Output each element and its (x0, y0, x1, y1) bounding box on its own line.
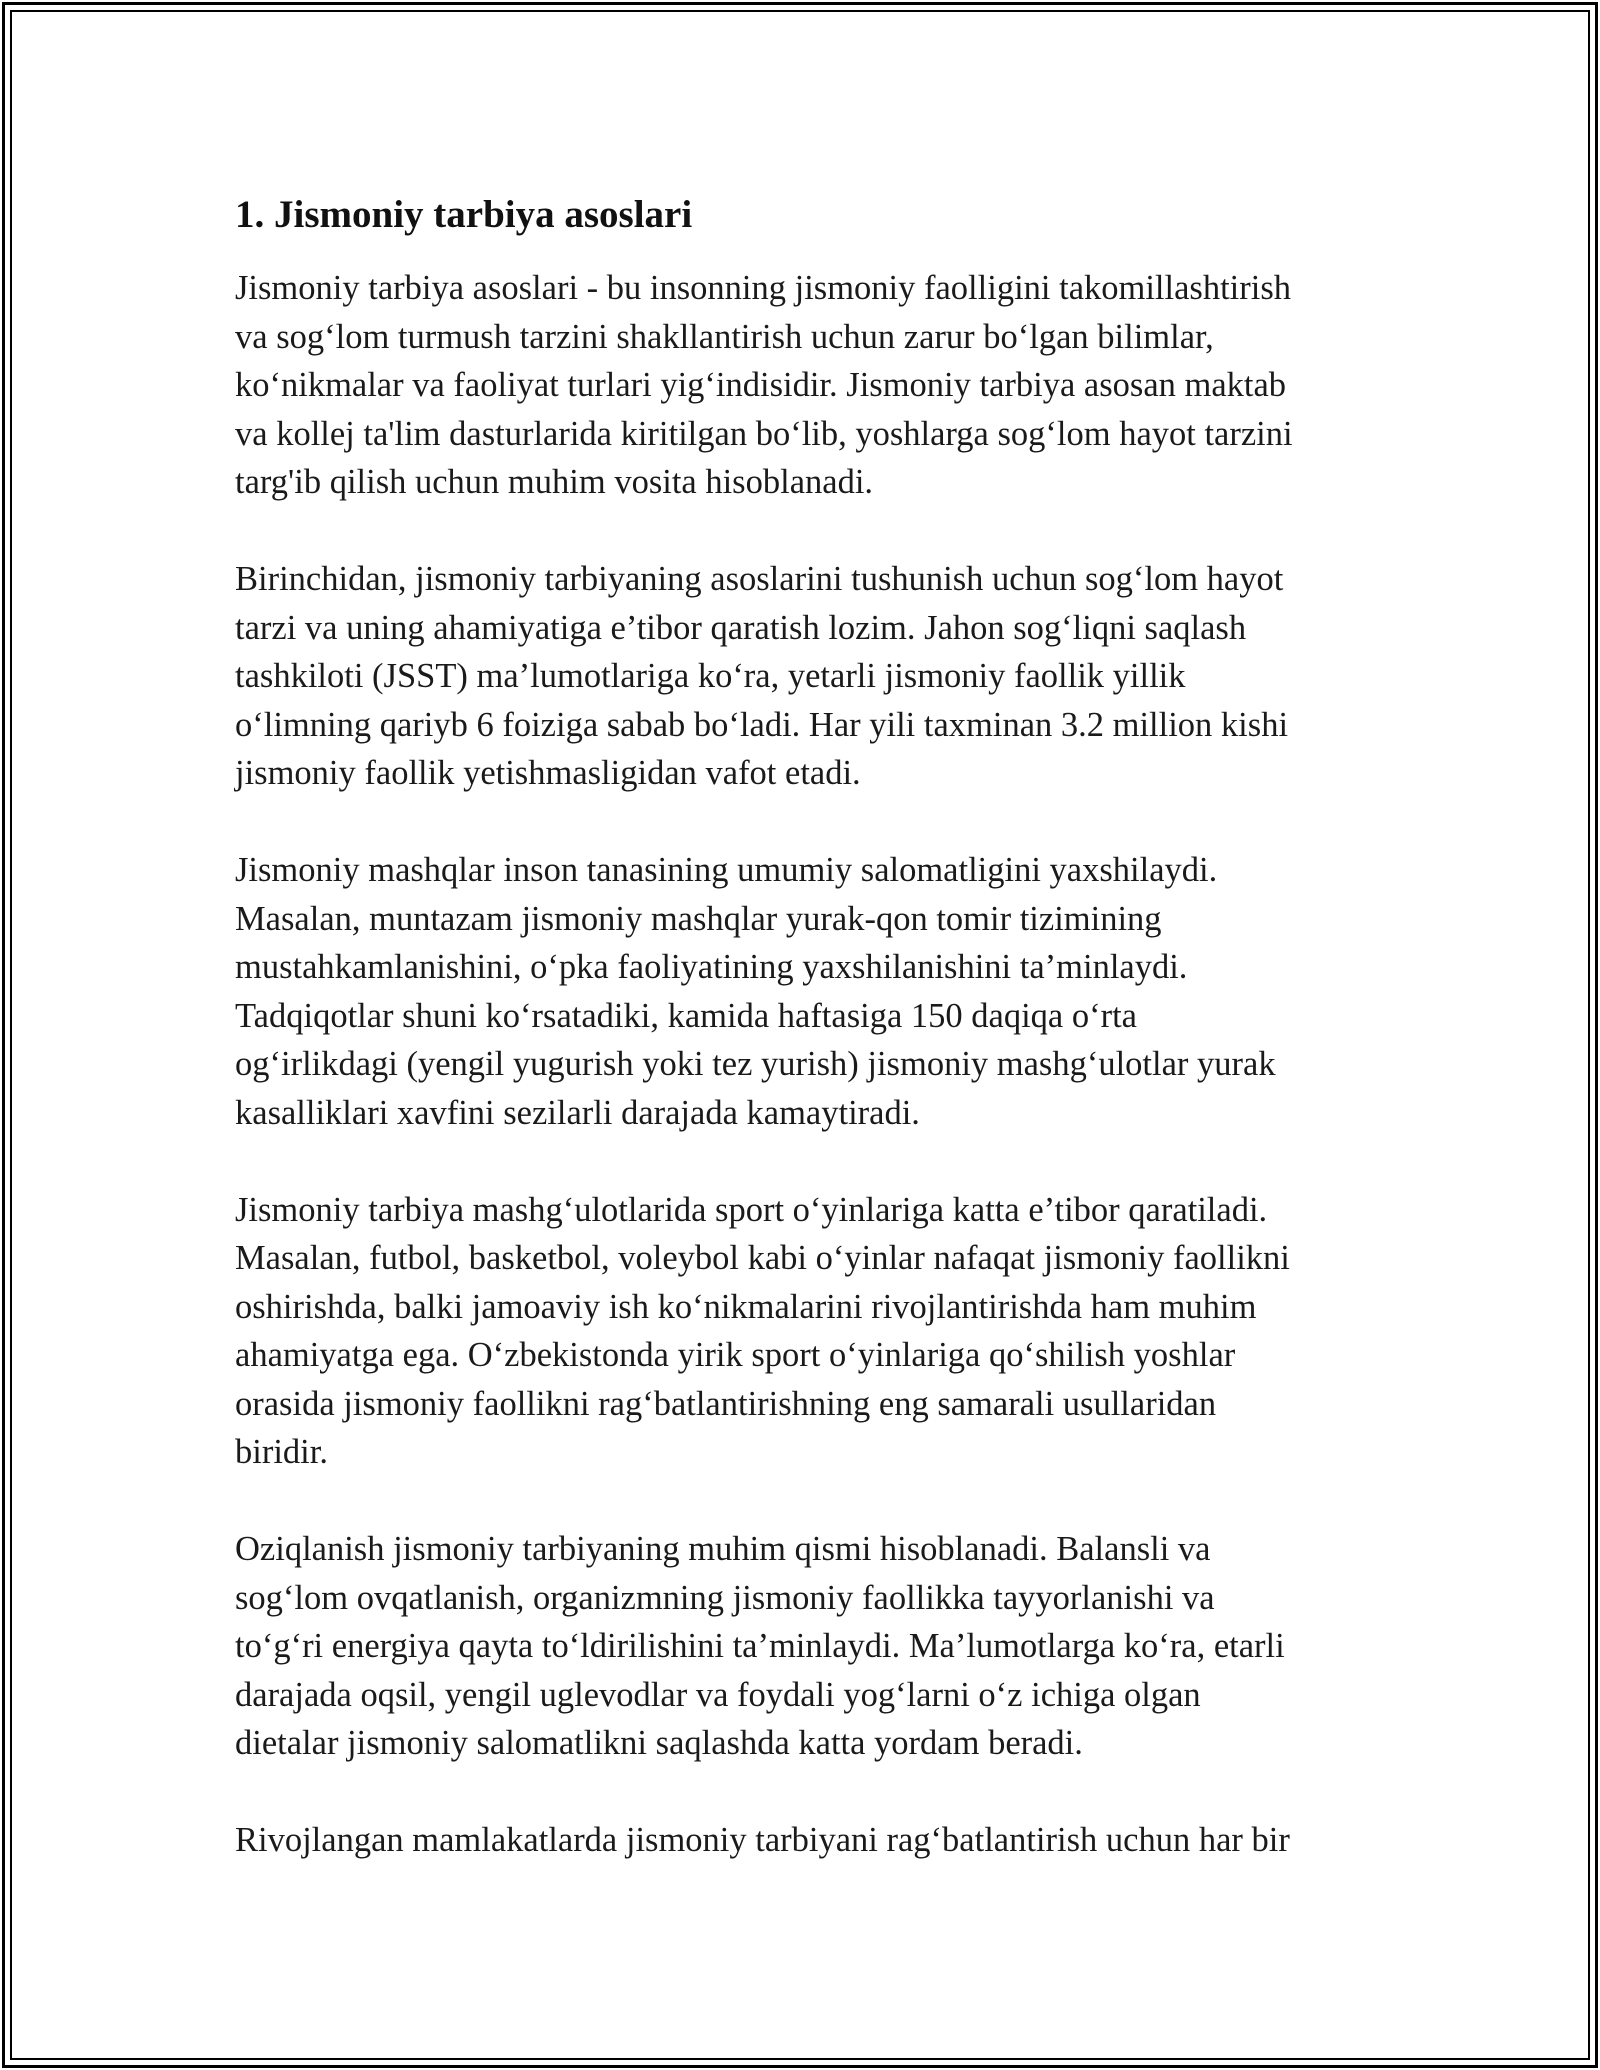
paragraph-exercise-benefits: Jismoniy mashqlar inson tanasining umumiy salomatligini yaxshilaydi. Masalan, muntazam jismoniy mashqlar yurak-qon tomir tizimining mustahkamlanishini, o‘pka faoliyatining yaxshilanishini ta’minlaydi. Tadqiqotlar shuni ko‘rsatadiki, kamida haftasiga 150 daqiqa o‘rta og‘irlikdagi (yengil yugurish yoki tez yurish) jismoniy mashg‘ulotlar yurak kasalliklari xavfini sezilarli darajada kamaytiradi. (235, 851, 1276, 1132)
paragraph-developed-countries: Rivojlangan mamlakatlarda jismoniy tarbiyani rag‘batlantirish uchun har bir (235, 1821, 1290, 1859)
paragraph-intro: Jismoniy tarbiya asoslari - bu insonning jismoniy faolligini takomillashtirish va sog‘lom turmush tarzini shakllantirish uchun zarur bo‘lgan bilimlar, ko‘nikmalar va faoliyat turlari yig‘indisidir. Jismoniy tarbiya asosan maktab va kollej ta'lim dasturlarida kiritilgan bo‘lib, yoshlarga sog‘lom hayot tarzini targ'ib qilish uchun muhim vosita hisoblanadi. (235, 269, 1293, 501)
paragraph-sport-games: Jismoniy tarbiya mashg‘ulotlarida sport o‘yinlariga katta e’tibor qaratiladi. Masalan, futbol, basketbol, voleybol kabi o‘yinlar nafaqat jismoniy faollikni oshirishda, balki jamoaviy ish ko‘nikmalarini rivojlantirishda ham muhim ahamiyatga ega. O‘zbekistonda yirik sport o‘yinlariga qo‘shilish yoshlar orasida jismoniy faollikni rag‘batlantirishning eng samarali usullaridan biridir. (235, 1190, 1290, 1471)
section-heading: 1. Jismoniy tarbiya asoslari (235, 193, 693, 236)
document-body (235, 186, 1365, 1913)
paragraph-nutrition: Oziqlanish jismoniy tarbiyaning muhim qismi hisoblanadi. Balansli va sog‘lom ovqatlanish, organizmning jismoniy faollikka tayyorlanishi va to‘g‘ri energiya qayta to‘ldirilishini ta’minlaydi. Ma’lumotlarga ko‘ra, etarli darajada oqsil, yengil uglevodlar va foydali yog‘larni o‘z ichiga olgan dietalar jismoniy salomatlikni saqlashda katta yordam beradi. (235, 1530, 1285, 1762)
paragraph-healthy-lifestyle: Birinchidan, jismoniy tarbiyaning asoslarini tushunish uchun sog‘lom hayot tarzi va uning ahamiyatiga e’tibor qaratish lozim. Jahon sog‘liqni saqlash tashkiloti (JSST) ma’lumotlariga ko‘ra, yetarli jismoniy faollik yillik o‘limning qariyb 6 foiziga sabab bo‘ladi. Har yili taxminan 3.2 million kishi jismoniy faollik yetishmasligidan vafot etadi. (235, 560, 1289, 792)
